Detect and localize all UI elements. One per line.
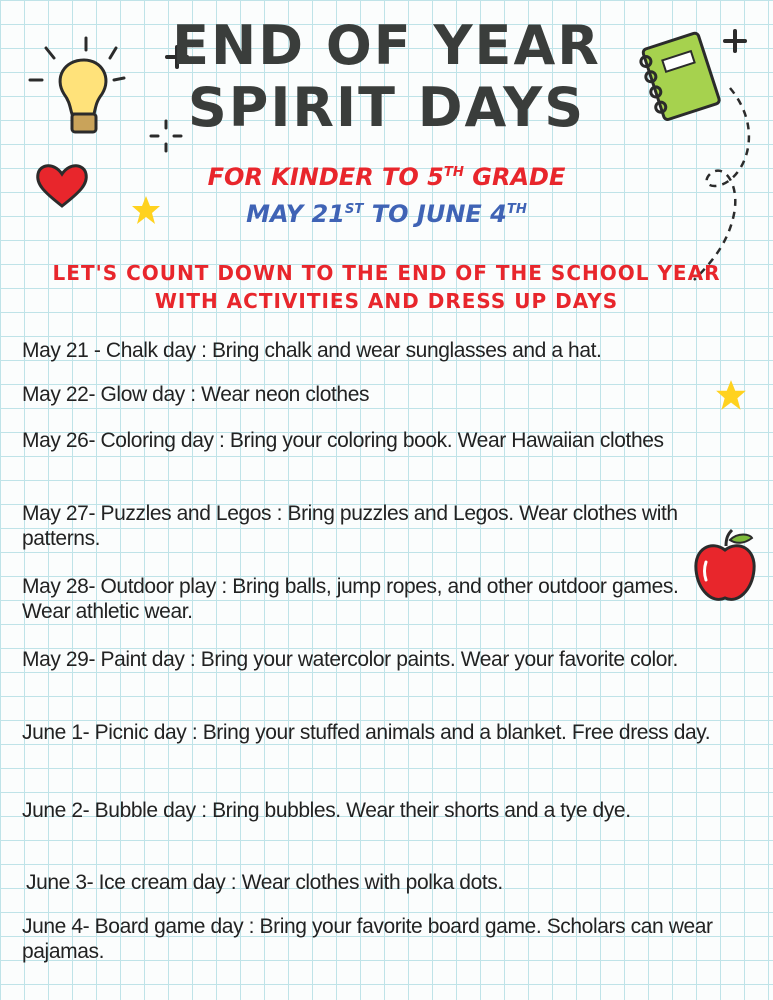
date-range: MAY 21ST TO JUNE 4TH: [246, 200, 527, 228]
list-item: May 21 - Chalk day : Bring chalk and wear sunglasses and a hat.: [22, 339, 602, 362]
tagline-line-2: WITH ACTIVITIES AND DRESS UP DAYS: [154, 289, 619, 313]
list-item: June 2- Bubble day : Bring bubbles. Wear their shorts and a tye dye.: [22, 799, 631, 822]
list-item: May 26- Coloring day : Bring your coloring book. Wear Hawaiian clothes: [22, 429, 664, 452]
list-item: June 4- Board game day : Bring your favorite board game. Scholars can wear pajamas.: [22, 915, 713, 963]
list-item: May 28- Outdoor play : Bring balls, jump ropes, and other outdoor games. Wear athletic wear.: [22, 575, 679, 623]
list-item: May 29- Paint day : Bring your watercolor paints. Wear your favorite color.: [22, 648, 678, 671]
list-item: June 3- Ice cream day : Wear clothes with polka dots.: [26, 871, 503, 894]
list-item: May 27- Puzzles and Legos : Bring puzzles and Legos. Wear clothes with patterns.: [22, 502, 678, 550]
list-item: May 22- Glow day : Wear neon clothes: [22, 383, 370, 406]
list-item: June 1- Picnic day : Bring your stuffed animals and a blanket. Free dress day.: [22, 721, 711, 744]
grade-range: FOR KINDER TO 5TH GRADE: [207, 163, 566, 191]
title-line-2: SPIRIT DAYS: [187, 76, 586, 139]
title-line-1: END OF YEAR: [172, 14, 601, 77]
tagline-line-1: LET'S COUNT DOWN TO THE END OF THE SCHOOL YEAR: [52, 261, 721, 285]
